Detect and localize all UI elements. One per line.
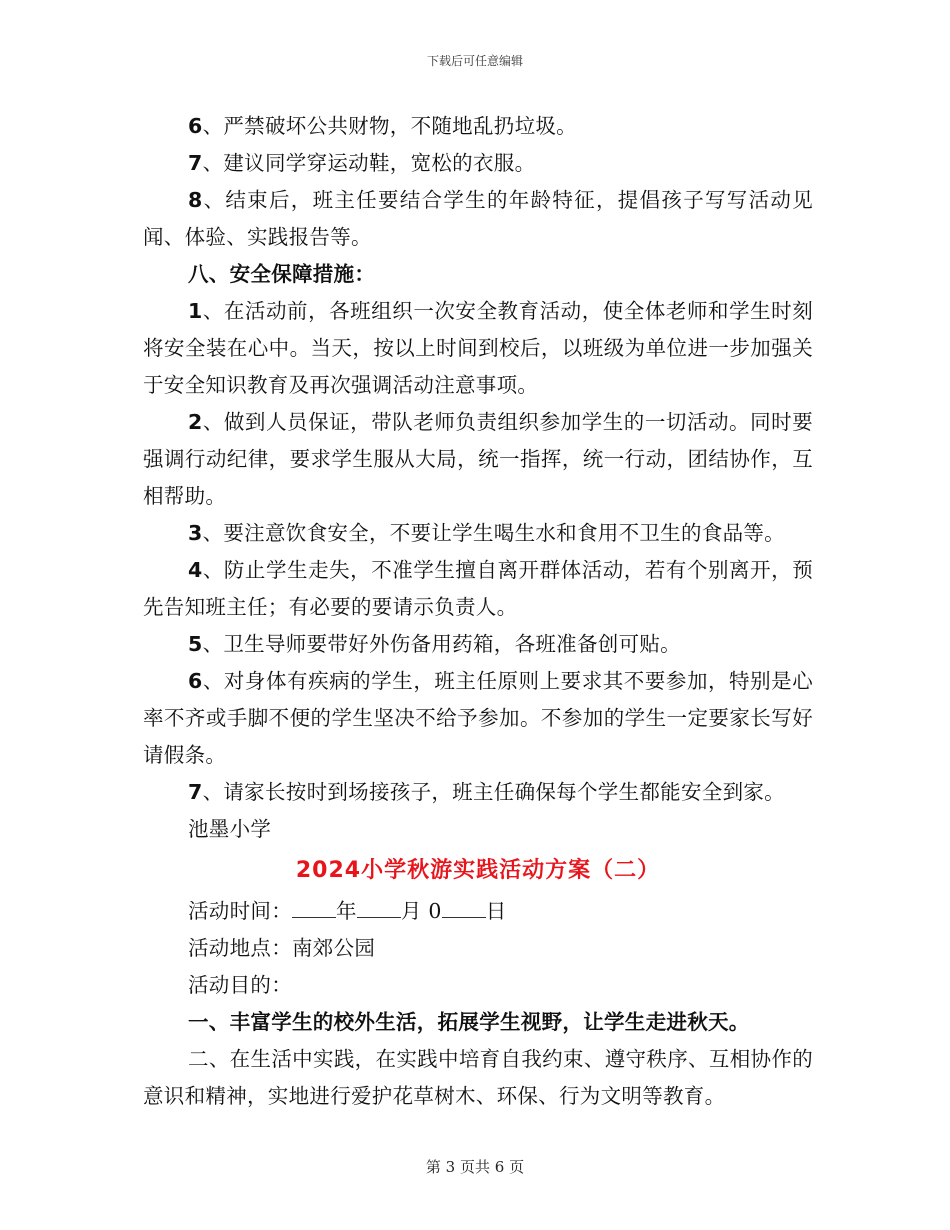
- item-number: 6: [188, 114, 203, 138]
- list-item: [143, 663, 813, 774]
- purpose-item-2: 二、在生活中实践，在实践中培育自我约束、遵守秩序、互相协作的意识和精神，实地进行爱护花草树木、环保、行为文明等教育。: [143, 1047, 813, 1108]
- section-heading: 八、安全保障措施：: [188, 262, 376, 286]
- item-text: 、请家长按时到场接孩子，班主任确保每个学生都能安全到家。: [202, 780, 785, 804]
- year-blank: [292, 897, 336, 918]
- item-number: 3: [188, 521, 203, 545]
- item-number: 7: [188, 151, 203, 175]
- month-text: 月 0: [400, 899, 442, 923]
- item-number: 7: [188, 780, 203, 804]
- item-text: 、结束后，班主任要结合学生的年龄特征，提倡孩子写写活动见闻、体验、实践报告等。: [143, 188, 813, 249]
- day-blank: [442, 897, 486, 918]
- item-text: 、建议同学穿运动鞋，宽松的衣服。: [202, 151, 536, 175]
- time-label: 活动时间：: [188, 899, 292, 923]
- item-number: 6: [188, 669, 203, 693]
- item-number: 4: [188, 558, 203, 582]
- page-footer: 第 3 页共 6 页: [425, 1158, 525, 1176]
- list-item: [143, 293, 813, 404]
- list-item: [143, 515, 813, 552]
- item-text: 、对身体有疾病的学生，班主任原则上要求其不要参加，特别是心率不齐或手脚不便的学生坚决不给予参加。不参加的学生一定要家长写好请假条。: [143, 669, 813, 767]
- day-text: 日: [485, 899, 507, 923]
- item-number: 5: [188, 632, 203, 656]
- activity-place: 活动地点：南郊公园: [188, 936, 376, 960]
- year-text: 年: [336, 899, 357, 923]
- list-item: [143, 182, 813, 256]
- item-number: 8: [188, 188, 203, 212]
- section-title: 2024小学秋游实践活动方案（二）: [295, 858, 661, 883]
- list-item: [143, 774, 813, 811]
- item-text: 、做到人员保证，带队老师负责组织参加学生的一切活动。同时要强调行动纪律，要求学生服从大局，统一指挥，统一行动，团结协作，互相帮助。: [143, 410, 813, 508]
- activity-time: [143, 893, 813, 930]
- purpose-item-1: 一、丰富学生的校外生活，拓展学生视野，让学生走进秋天。: [188, 1010, 750, 1034]
- item-text: 、严禁破坏公共财物，不随地乱扔垃圾。: [202, 114, 577, 138]
- list-item: [143, 108, 813, 145]
- item-number: 2: [188, 410, 203, 434]
- item-number: 1: [188, 299, 203, 323]
- item-text: 、防止学生走失，不准学生擅自离开群体活动，若有个别离开，预先告知班主任；有必要的要请示负责人。: [143, 558, 813, 619]
- list-item: [143, 404, 813, 515]
- item-text: 、在活动前，各班组织一次安全教育活动，使全体老师和学生时刻将安全装在心中。当天，按以上时间到校后，以班级为单位进一步加强关于安全知识教育及再次强调活动注意事项。: [143, 299, 813, 397]
- school-name: 池墨小学: [188, 817, 272, 841]
- page-header: 下载后可任意编辑: [426, 54, 523, 68]
- activity-purpose-label: 活动目的：: [188, 973, 292, 997]
- list-item: [143, 552, 813, 626]
- item-text: 、卫生导师要带好外伤备用药箱，各班准备创可贴。: [202, 632, 681, 656]
- month-blank: [357, 897, 401, 918]
- item-text: 、要注意饮食安全，不要让学生喝生水和食用不卫生的食品等。: [202, 521, 785, 545]
- list-item: [143, 626, 813, 663]
- document-body: [143, 108, 813, 1115]
- list-item: [143, 145, 813, 182]
